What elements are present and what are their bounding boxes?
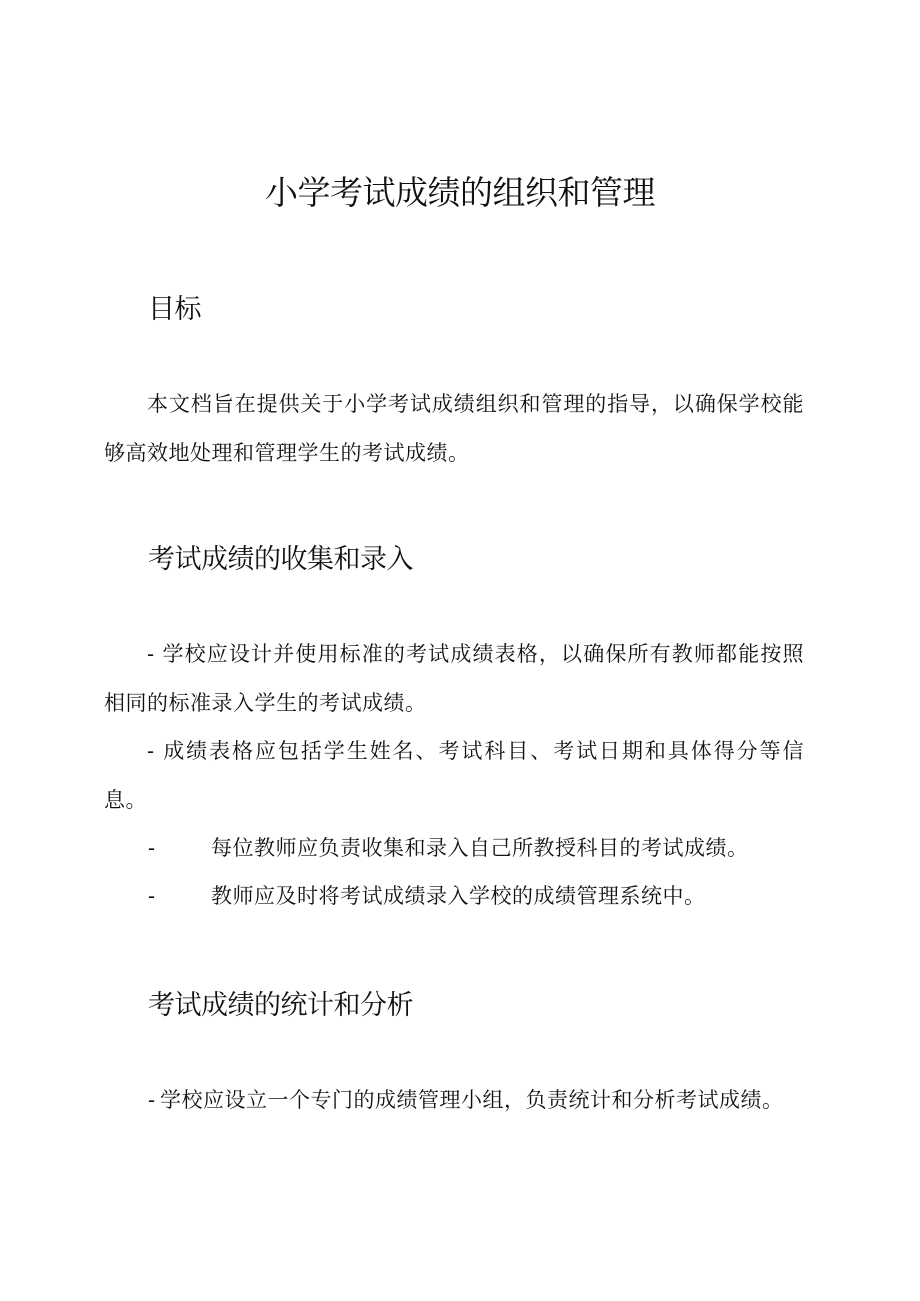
- collection-item-2-dash: -: [147, 739, 155, 763]
- statistics-item-1: [148, 1080, 784, 1120]
- collection-item-2-text: 成绩表格应包括学生姓名、考试科目、考试日期和具体得分等信息。: [104, 739, 804, 812]
- collection-item-3-dash: -: [148, 836, 156, 860]
- collection-item-1: [104, 630, 804, 728]
- collection-item-3-text: 每位教师应负责收集和录入自己所教授科目的考试成绩。: [211, 836, 749, 860]
- collection-item-3: [148, 828, 749, 868]
- section-heading-statistics: 考试成绩的统计和分析: [148, 990, 413, 1021]
- statistics-item-1-dash: -: [148, 1088, 156, 1112]
- collection-item-1-dash: -: [147, 642, 155, 666]
- document-title: 小学考试成绩的组织和管理: [265, 173, 655, 212]
- collection-item-2: [104, 727, 804, 825]
- goal-paragraph: 本文档旨在提供关于小学考试成绩组织和管理的指导，以确保学校能够高效地处理和管理学生的考试成绩。: [104, 392, 804, 465]
- collection-item-4-text: 教师应及时将考试成绩录入学校的成绩管理系统中。: [211, 884, 706, 908]
- collection-item-1-text: 学校应设计并使用标准的考试成绩表格，以确保所有教师都能按照相同的标准录入学生的考试成绩。: [104, 642, 804, 715]
- section-heading-collection: 考试成绩的收集和录入: [148, 544, 413, 575]
- collection-item-4: [148, 876, 706, 916]
- statistics-item-1-text: 学校应设立一个专门的成绩管理小组，负责统计和分析考试成绩。: [160, 1088, 784, 1112]
- collection-item-4-dash: -: [148, 884, 156, 908]
- section-heading-goal: 目标: [148, 294, 201, 325]
